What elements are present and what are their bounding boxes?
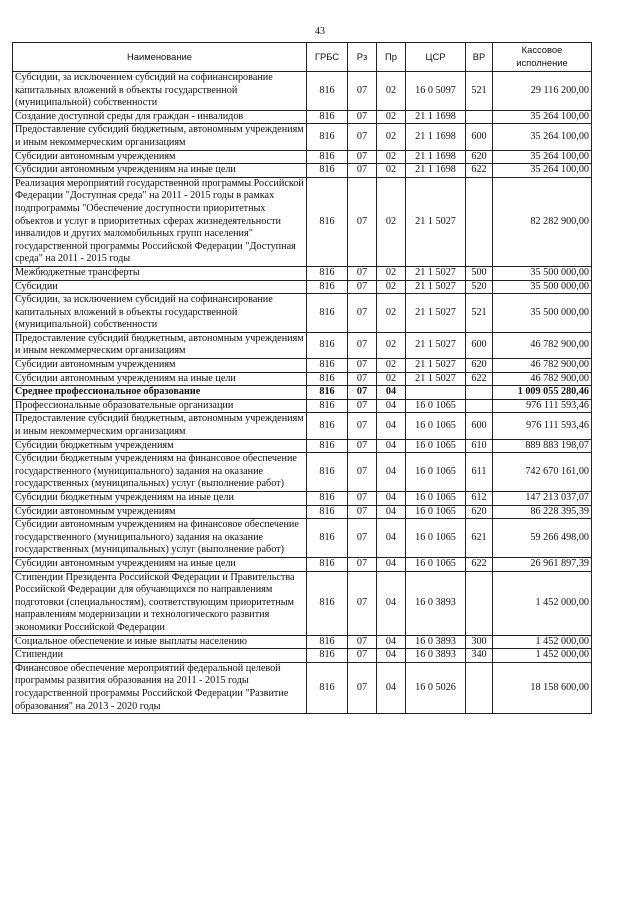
table-row xyxy=(13,72,592,111)
page-number: 43 xyxy=(315,26,325,37)
cell-name: Социальное обеспечение и иные выплаты населению xyxy=(13,635,307,649)
table-row xyxy=(13,571,592,635)
cell-csr: 16 0 5026 xyxy=(406,662,466,713)
table-row xyxy=(13,519,592,558)
cell-pr: 04 xyxy=(377,571,406,635)
cell-csr: 21 1 1698 xyxy=(406,150,466,164)
cell-pr: 02 xyxy=(377,294,406,333)
cell-pr: 02 xyxy=(377,280,406,294)
cell-amount: 35 264 100,00 xyxy=(493,124,592,150)
cell-rz: 07 xyxy=(348,72,377,111)
table-row xyxy=(13,372,592,386)
table-row xyxy=(13,662,592,713)
table-row xyxy=(13,294,592,333)
cell-grbs: 816 xyxy=(307,372,348,386)
cell-vr: 620 xyxy=(466,359,493,373)
cell-amount: 46 782 900,00 xyxy=(493,359,592,373)
cell-amount: 29 116 200,00 xyxy=(493,72,592,111)
cell-name: Стипендии xyxy=(13,649,307,663)
cell-name: Предоставление субсидий бюджетным, автономным учреждениям и иным некоммерческим организациям xyxy=(13,332,307,358)
cell-amount: 1 009 055 280,46 xyxy=(493,386,592,400)
cell-rz: 07 xyxy=(348,399,377,413)
cell-rz: 07 xyxy=(348,571,377,635)
cell-rz: 07 xyxy=(348,177,377,266)
cell-amount: 35 264 100,00 xyxy=(493,150,592,164)
cell-pr: 02 xyxy=(377,266,406,280)
cell-grbs: 816 xyxy=(307,332,348,358)
cell-vr: 610 xyxy=(466,439,493,453)
cell-amount: 35 264 100,00 xyxy=(493,164,592,178)
table-row xyxy=(13,110,592,124)
table-row xyxy=(13,399,592,413)
cell-amount: 59 266 498,00 xyxy=(493,519,592,558)
cell-rz: 07 xyxy=(348,635,377,649)
table-row xyxy=(13,492,592,506)
cell-vr: 622 xyxy=(466,557,493,571)
cell-amount: 976 111 593,46 xyxy=(493,413,592,439)
cell-csr: 21 1 1698 xyxy=(406,110,466,124)
cell-csr xyxy=(406,386,466,400)
cell-rz: 07 xyxy=(348,492,377,506)
cell-rz: 07 xyxy=(348,662,377,713)
cell-grbs: 816 xyxy=(307,177,348,266)
cell-amount: 1 452 000,00 xyxy=(493,571,592,635)
cell-name: Субсидии бюджетным учреждениям xyxy=(13,439,307,453)
cell-pr: 02 xyxy=(377,124,406,150)
cell-amount: 46 782 900,00 xyxy=(493,332,592,358)
cell-grbs: 816 xyxy=(307,439,348,453)
cell-amount: 35 264 100,00 xyxy=(493,110,592,124)
table-row xyxy=(13,150,592,164)
table-row xyxy=(13,635,592,649)
cell-rz: 07 xyxy=(348,359,377,373)
cell-vr xyxy=(466,571,493,635)
cell-amount: 1 452 000,00 xyxy=(493,635,592,649)
cell-rz: 07 xyxy=(348,266,377,280)
cell-vr: 620 xyxy=(466,150,493,164)
cell-csr: 21 1 1698 xyxy=(406,124,466,150)
table-row xyxy=(13,505,592,519)
cell-csr: 21 1 5027 xyxy=(406,280,466,294)
cell-name: Субсидии бюджетным учреждениям на финансовое обеспечение государственного (муниципального) задания на оказание государственных (муниципальных) услуг (выполнение работ) xyxy=(13,453,307,492)
cell-vr: 340 xyxy=(466,649,493,663)
cell-vr: 620 xyxy=(466,505,493,519)
cell-csr: 21 1 1698 xyxy=(406,164,466,178)
cell-vr xyxy=(466,399,493,413)
cell-amount: 82 282 900,00 xyxy=(493,177,592,266)
cell-rz: 07 xyxy=(348,372,377,386)
cell-pr: 04 xyxy=(377,439,406,453)
cell-pr: 02 xyxy=(377,177,406,266)
cell-csr: 16 0 1065 xyxy=(406,399,466,413)
cell-csr: 16 0 3893 xyxy=(406,649,466,663)
table-row xyxy=(13,386,592,400)
cell-rz: 07 xyxy=(348,453,377,492)
cell-amount: 742 670 161,00 xyxy=(493,453,592,492)
cell-grbs: 816 xyxy=(307,124,348,150)
cell-grbs: 816 xyxy=(307,492,348,506)
cell-rz: 07 xyxy=(348,124,377,150)
cell-amount: 1 452 000,00 xyxy=(493,649,592,663)
cell-vr: 520 xyxy=(466,280,493,294)
cell-grbs: 816 xyxy=(307,662,348,713)
cell-grbs: 816 xyxy=(307,649,348,663)
cell-vr: 622 xyxy=(466,164,493,178)
header-csr: ЦСР xyxy=(406,43,466,72)
cell-vr: 521 xyxy=(466,294,493,333)
cell-pr: 02 xyxy=(377,72,406,111)
cell-name: Субсидии бюджетным учреждениям на иные цели xyxy=(13,492,307,506)
cell-amount: 18 158 600,00 xyxy=(493,662,592,713)
cell-csr: 16 0 1065 xyxy=(406,453,466,492)
cell-csr: 21 1 5027 xyxy=(406,359,466,373)
cell-amount: 35 500 000,00 xyxy=(493,294,592,333)
header-row xyxy=(13,43,592,72)
cell-csr: 16 0 3893 xyxy=(406,635,466,649)
cell-pr: 04 xyxy=(377,413,406,439)
cell-grbs: 816 xyxy=(307,164,348,178)
cell-pr: 04 xyxy=(377,519,406,558)
cell-vr: 622 xyxy=(466,372,493,386)
cell-vr xyxy=(466,110,493,124)
cell-name: Среднее профессиональное образование xyxy=(13,386,307,400)
cell-vr: 600 xyxy=(466,413,493,439)
cell-rz: 07 xyxy=(348,386,377,400)
cell-pr: 02 xyxy=(377,359,406,373)
cell-csr: 16 0 1065 xyxy=(406,492,466,506)
cell-vr xyxy=(466,177,493,266)
cell-rz: 07 xyxy=(348,110,377,124)
cell-vr xyxy=(466,386,493,400)
cell-vr: 500 xyxy=(466,266,493,280)
cell-name: Финансовое обеспечение мероприятий федеральной целевой программы развития образования на 2011 - 2015 годы государственной программы Российской Федерации "Развитие образования" на 2013 - 2020 годы xyxy=(13,662,307,713)
cell-rz: 07 xyxy=(348,150,377,164)
table-row xyxy=(13,413,592,439)
table-row xyxy=(13,266,592,280)
cell-amount: 35 500 000,00 xyxy=(493,266,592,280)
table-row xyxy=(13,557,592,571)
cell-grbs: 816 xyxy=(307,505,348,519)
cell-name: Профессиональные образовательные организации xyxy=(13,399,307,413)
cell-grbs: 816 xyxy=(307,266,348,280)
table-row xyxy=(13,332,592,358)
cell-rz: 07 xyxy=(348,649,377,663)
table-row xyxy=(13,649,592,663)
budget-table xyxy=(12,42,592,714)
cell-csr: 16 0 3893 xyxy=(406,571,466,635)
cell-name: Создание доступной среды для граждан - инвалидов xyxy=(13,110,307,124)
cell-grbs: 816 xyxy=(307,399,348,413)
cell-grbs: 816 xyxy=(307,635,348,649)
cell-name: Субсидии, за исключением субсидий на софинансирование капитальных вложений в объекты государственной (муниципальной) собственности xyxy=(13,294,307,333)
cell-vr: 612 xyxy=(466,492,493,506)
cell-name: Субсидии автономным учреждениям на иные цели xyxy=(13,164,307,178)
cell-csr: 16 0 1065 xyxy=(406,505,466,519)
cell-grbs: 816 xyxy=(307,150,348,164)
cell-name: Субсидии xyxy=(13,280,307,294)
table-row xyxy=(13,280,592,294)
cell-grbs: 816 xyxy=(307,110,348,124)
cell-amount: 86 228 395,39 xyxy=(493,505,592,519)
cell-csr: 16 0 1065 xyxy=(406,439,466,453)
table-row xyxy=(13,164,592,178)
cell-grbs: 816 xyxy=(307,519,348,558)
cell-pr: 04 xyxy=(377,399,406,413)
cell-rz: 07 xyxy=(348,164,377,178)
cell-rz: 07 xyxy=(348,439,377,453)
cell-amount: 976 111 593,46 xyxy=(493,399,592,413)
cell-pr: 04 xyxy=(377,557,406,571)
header-grbs: ГРБС xyxy=(307,43,348,72)
cell-csr: 21 1 5027 xyxy=(406,372,466,386)
cell-pr: 02 xyxy=(377,110,406,124)
cell-amount: 147 213 037,07 xyxy=(493,492,592,506)
cell-csr: 21 1 5027 xyxy=(406,266,466,280)
cell-name: Реализация мероприятий государственной программы Российской Федерации "Доступная среда" на 2011 - 2015 годы в рамках подпрограммы "Обеспечение доступности приоритетных объектов и услуг в приоритетных сферах жизнедеятельности инвалидов и других маломобильных групп населения" государственной программы Российской Федерации "Доступная среда" на 2011 - 2015 годы xyxy=(13,177,307,266)
cell-grbs: 816 xyxy=(307,571,348,635)
cell-csr: 16 0 1065 xyxy=(406,519,466,558)
cell-vr: 621 xyxy=(466,519,493,558)
cell-rz: 07 xyxy=(348,505,377,519)
cell-name: Предоставление субсидий бюджетным, автономным учреждениям и иным некоммерческим организациям xyxy=(13,413,307,439)
cell-vr xyxy=(466,662,493,713)
cell-pr: 04 xyxy=(377,662,406,713)
cell-amount: 889 883 198,07 xyxy=(493,439,592,453)
cell-name: Субсидии автономным учреждениям на иные цели xyxy=(13,372,307,386)
cell-pr: 02 xyxy=(377,164,406,178)
cell-grbs: 816 xyxy=(307,72,348,111)
cell-amount: 35 500 000,00 xyxy=(493,280,592,294)
cell-pr: 04 xyxy=(377,649,406,663)
cell-name: Стипендии Президента Российской Федерации и Правительства Российской Федерации для обучающихся по направлениям подготовки (специальностям), соответствующим приоритетным направлениям модернизации и технологического развития экономики Российской Федерации xyxy=(13,571,307,635)
cell-name: Субсидии автономным учреждениям на иные цели xyxy=(13,557,307,571)
cell-vr: 521 xyxy=(466,72,493,111)
table-row xyxy=(13,177,592,266)
header-pr: Пр xyxy=(377,43,406,72)
cell-csr: 21 1 5027 xyxy=(406,177,466,266)
cell-name: Предоставление субсидий бюджетным, автономным учреждениям и иным некоммерческим организациям xyxy=(13,124,307,150)
cell-name: Субсидии автономным учреждениям xyxy=(13,150,307,164)
cell-name: Межбюджетные трансферты xyxy=(13,266,307,280)
cell-vr: 300 xyxy=(466,635,493,649)
table-row xyxy=(13,124,592,150)
cell-csr: 16 0 1065 xyxy=(406,413,466,439)
table-row xyxy=(13,439,592,453)
cell-pr: 04 xyxy=(377,635,406,649)
cell-amount: 26 961 897,39 xyxy=(493,557,592,571)
cell-grbs: 816 xyxy=(307,359,348,373)
cell-rz: 07 xyxy=(348,294,377,333)
header-rz: Рз xyxy=(348,43,377,72)
cell-amount: 46 782 900,00 xyxy=(493,372,592,386)
cell-csr: 16 0 1065 xyxy=(406,557,466,571)
cell-pr: 04 xyxy=(377,386,406,400)
cell-rz: 07 xyxy=(348,332,377,358)
cell-grbs: 816 xyxy=(307,386,348,400)
table-row xyxy=(13,359,592,373)
cell-pr: 02 xyxy=(377,372,406,386)
cell-csr: 16 0 5097 xyxy=(406,72,466,111)
cell-name: Субсидии автономным учреждениям xyxy=(13,505,307,519)
cell-pr: 02 xyxy=(377,150,406,164)
cell-rz: 07 xyxy=(348,280,377,294)
cell-pr: 04 xyxy=(377,505,406,519)
cell-csr: 21 1 5027 xyxy=(406,332,466,358)
cell-name: Субсидии автономным учреждениям xyxy=(13,359,307,373)
cell-grbs: 816 xyxy=(307,557,348,571)
cell-vr: 600 xyxy=(466,124,493,150)
cell-grbs: 816 xyxy=(307,453,348,492)
cell-rz: 07 xyxy=(348,557,377,571)
table-row xyxy=(13,453,592,492)
cell-pr: 04 xyxy=(377,453,406,492)
cell-vr: 600 xyxy=(466,332,493,358)
cell-name: Субсидии, за исключением субсидий на софинансирование капитальных вложений в объекты государственной (муниципальной) собственности xyxy=(13,72,307,111)
header-vr: ВР xyxy=(466,43,493,72)
cell-grbs: 816 xyxy=(307,413,348,439)
cell-pr: 02 xyxy=(377,332,406,358)
cell-vr: 611 xyxy=(466,453,493,492)
cell-grbs: 816 xyxy=(307,294,348,333)
cell-grbs: 816 xyxy=(307,280,348,294)
header-name: Наименование xyxy=(13,43,307,72)
cell-rz: 07 xyxy=(348,519,377,558)
cell-rz: 07 xyxy=(348,413,377,439)
cell-name: Субсидии автономным учреждениям на финансовое обеспечение государственного (муниципального) задания на оказание государственных (муниципальных) услуг (выполнение работ) xyxy=(13,519,307,558)
cell-pr: 04 xyxy=(377,492,406,506)
cell-csr: 21 1 5027 xyxy=(406,294,466,333)
header-amount: Кассовое исполнение xyxy=(493,43,592,72)
